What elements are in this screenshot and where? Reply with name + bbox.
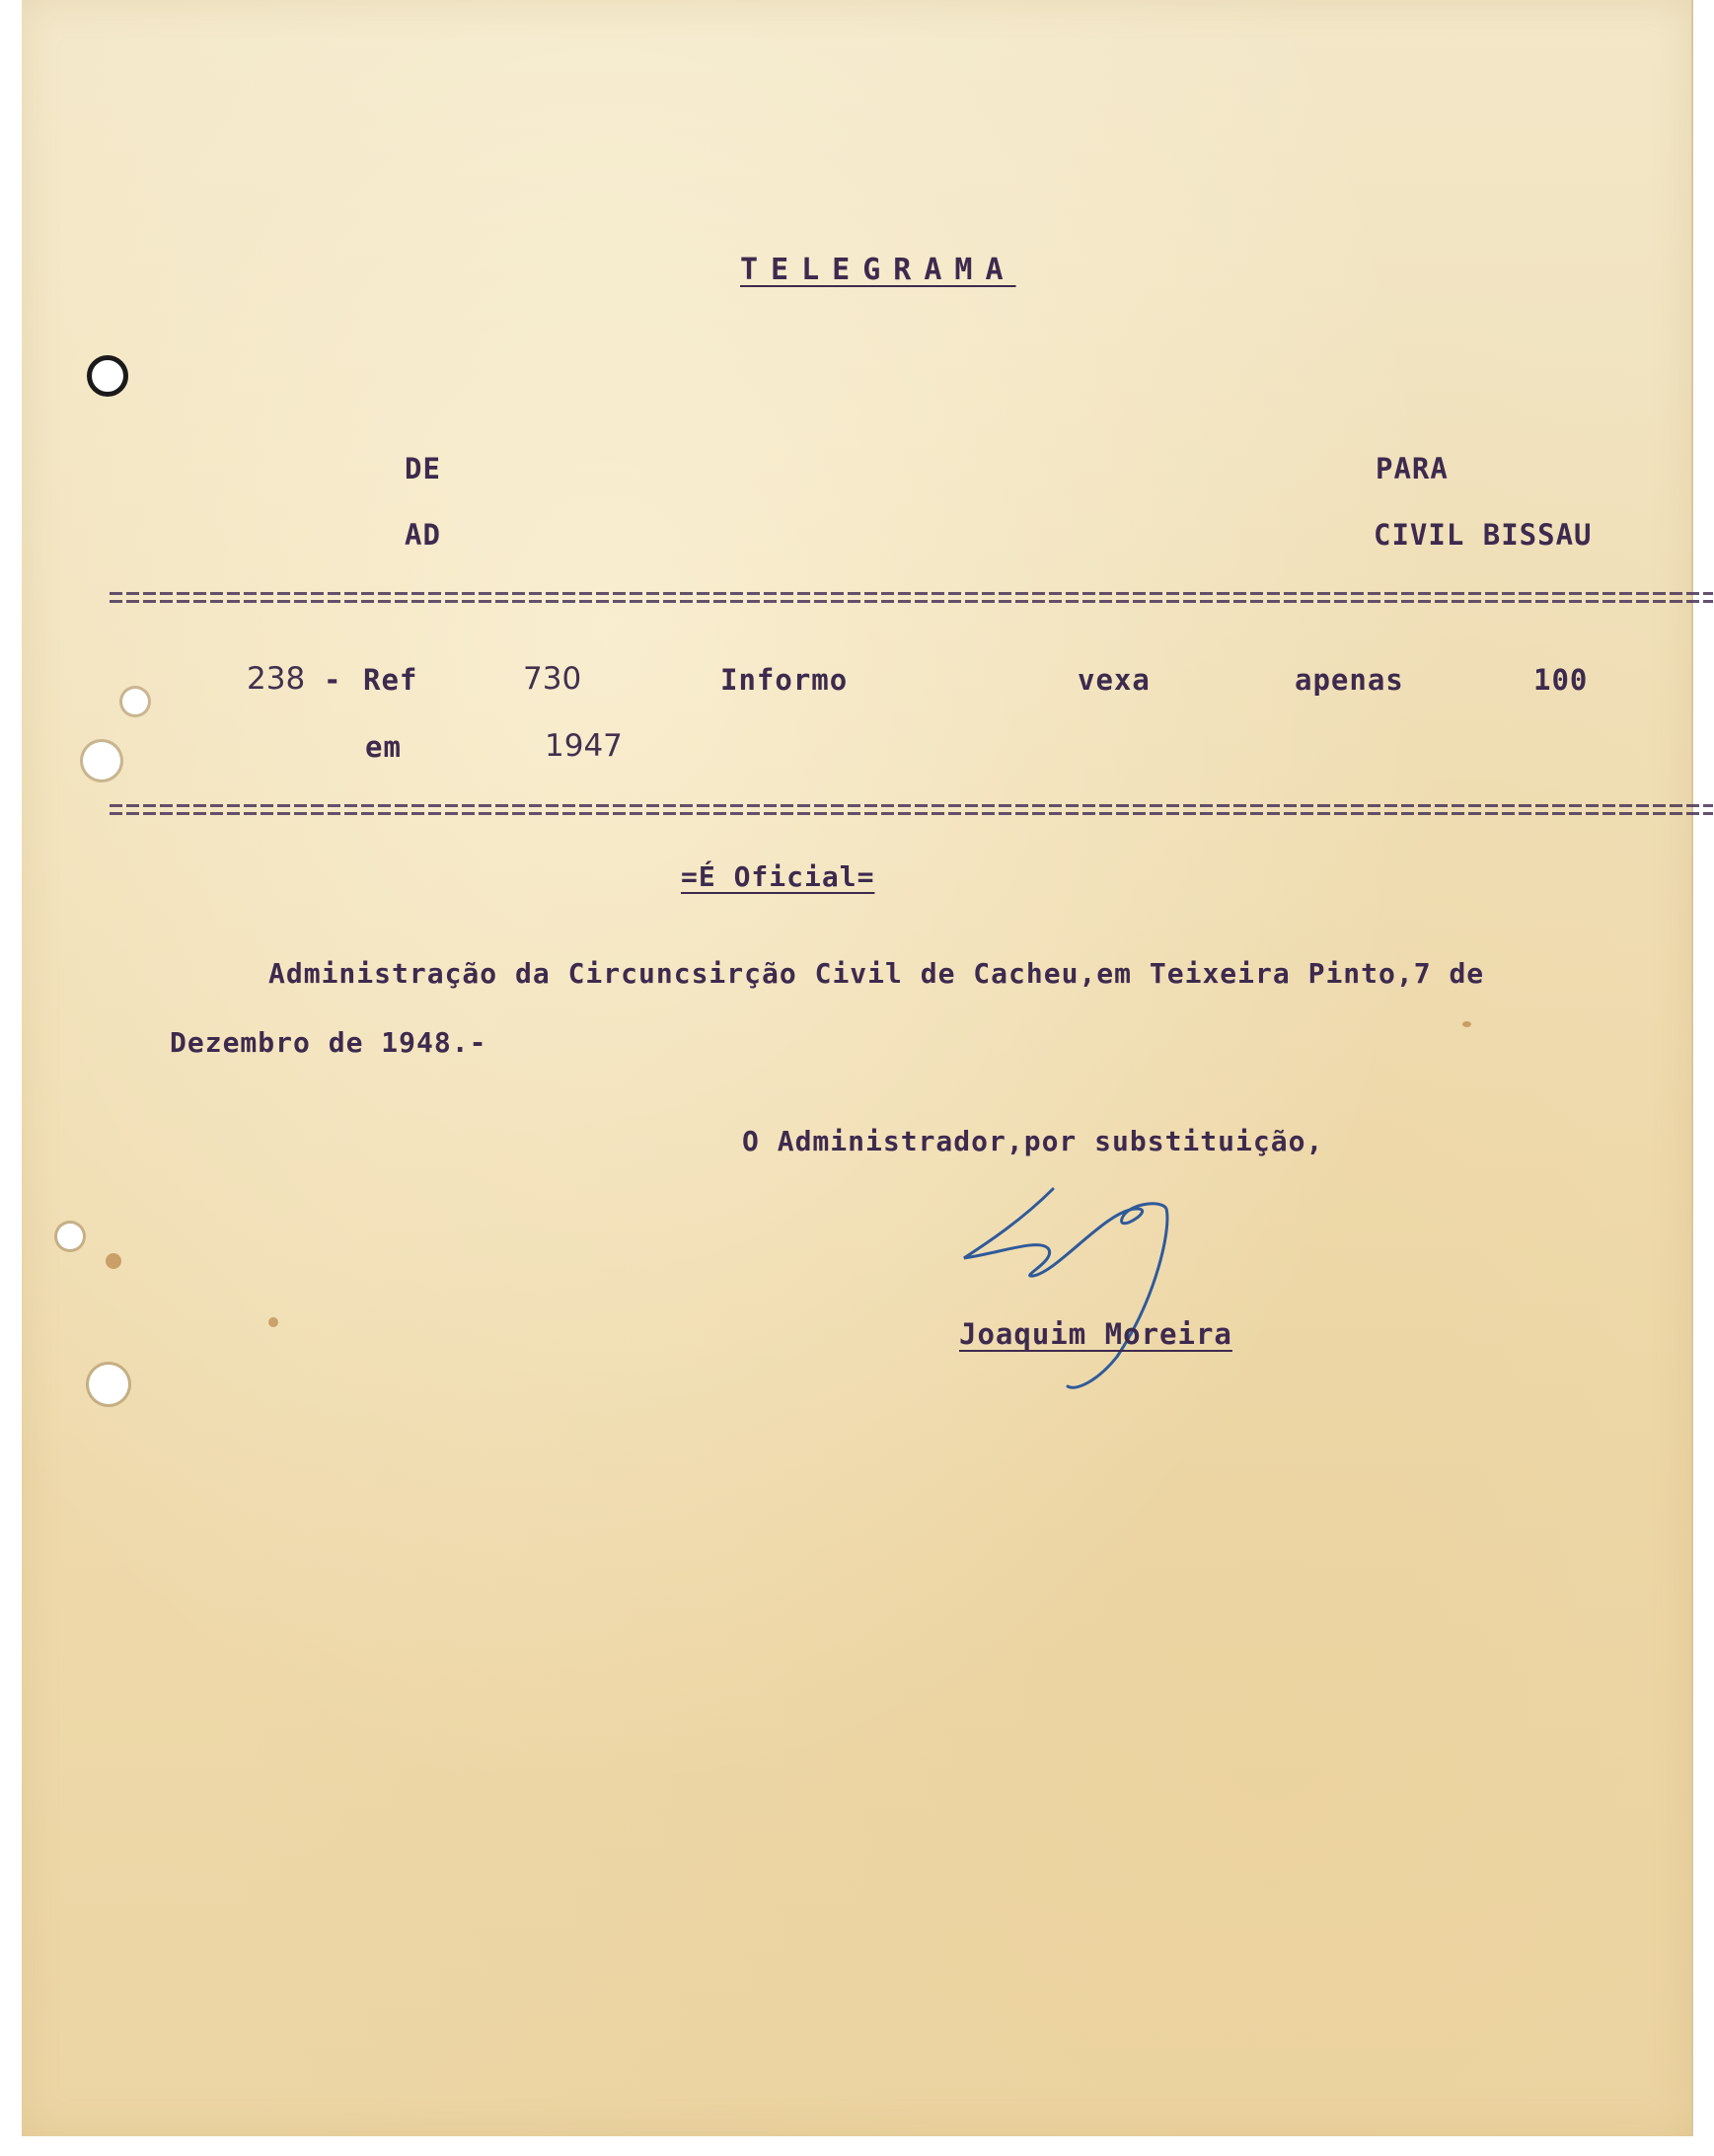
amount: 100 <box>1533 663 1589 697</box>
closing-line: O Administrador,por substituição, <box>742 1125 1324 1157</box>
place-line-2: Dezembro de 1948.- <box>170 1026 487 1059</box>
message-number: 238 <box>247 661 306 697</box>
word-apenas: apenas <box>1295 663 1404 697</box>
telegram-sheet <box>22 0 1693 2136</box>
separator-rule-bottom <box>110 804 1713 816</box>
stain <box>1462 1021 1471 1027</box>
signature <box>959 1179 1235 1396</box>
separator-rule-top <box>110 592 1713 604</box>
telegram-title: TELEGRAMA <box>740 253 1016 287</box>
stain <box>268 1317 278 1327</box>
word-informo: Informo <box>720 663 849 697</box>
classification: =É Oficial= <box>681 860 875 893</box>
to-value: CIVIL BISSAU <box>1374 518 1593 552</box>
year: 1947 <box>545 728 623 764</box>
message-dash: - <box>324 663 342 697</box>
from-value: AD <box>405 518 441 552</box>
punch-hole <box>122 689 148 714</box>
word-vexa: vexa <box>1078 663 1151 697</box>
from-label: DE <box>405 452 441 485</box>
punch-hole <box>57 1224 83 1249</box>
ref-label: Ref <box>363 663 418 697</box>
punch-hole <box>83 742 120 780</box>
stain <box>106 1253 121 1269</box>
signatory-name: Joaquim Moreira <box>959 1317 1232 1351</box>
place-line-1: Administração da Circuncsirção Civil de Cacheu,em Teixeira Pinto,7 de <box>268 957 1485 990</box>
punch-hole <box>89 1365 128 1404</box>
to-label: PARA <box>1376 452 1449 485</box>
word-em: em <box>365 730 402 764</box>
ref-number: 730 <box>523 661 582 697</box>
punch-hole-top <box>87 355 128 397</box>
